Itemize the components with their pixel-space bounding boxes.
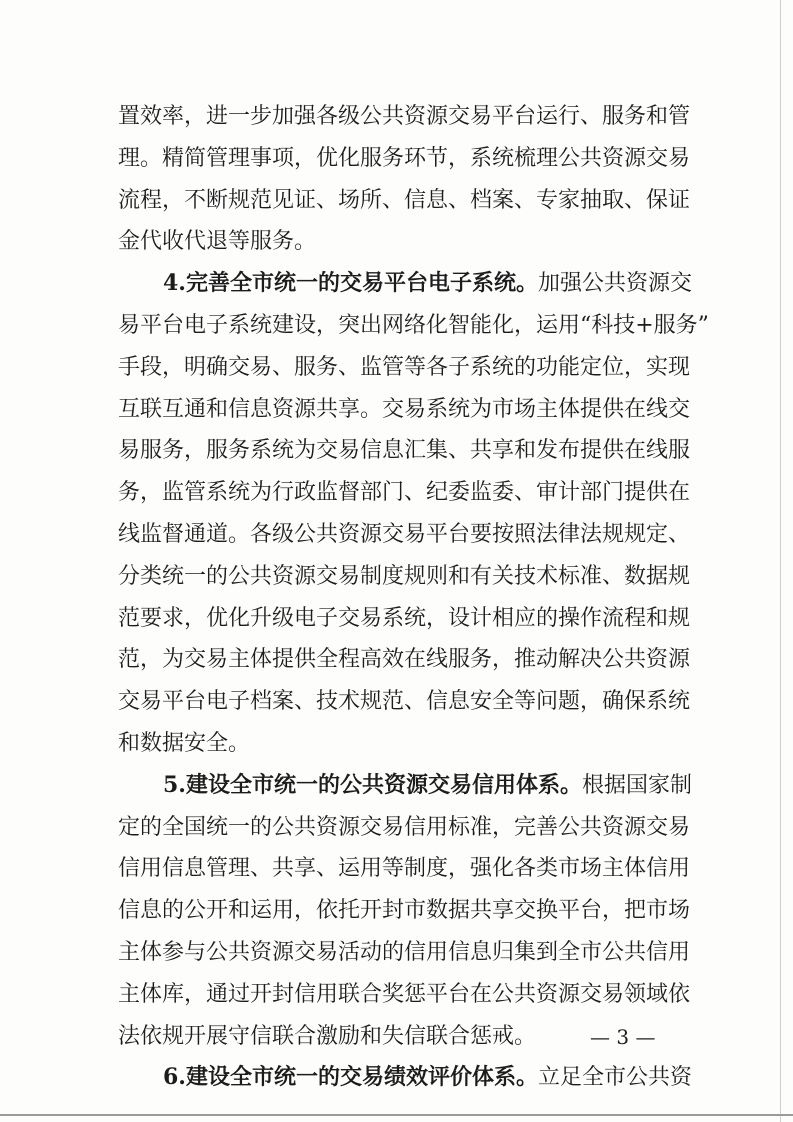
text-line: 主体库，通过开封信用联合奖惩平台在公共资源交易领域依 xyxy=(118,981,691,1007)
text-line: 法依规开展守信联合激励和失信联合惩戒。 xyxy=(118,1023,537,1049)
text-line: 定的全国统一的公共资源交易信用标准，完善公共资源交易 xyxy=(118,814,691,840)
text-line: 金代收代退等服务。 xyxy=(118,229,317,255)
page-edge-right xyxy=(780,0,781,1122)
paragraph-6-first-line xyxy=(118,1057,692,1099)
text-line: 理。精简管理事项，优化服务环节，系统梳理公共资源交易 xyxy=(118,145,691,171)
text-line: 信用信息管理、共享、运用等制度，强化各类市场主体信用 xyxy=(118,856,691,882)
text-line: 流程，不断规范见证、场所、信息、档案、专家抽取、保证 xyxy=(118,187,691,213)
text-line: 线监督通道。各级公共资源交易平台要按照法律法规规定、 xyxy=(118,521,691,547)
text-line: 范要求，优化升级电子交易系统，设计相应的操作流程和规 xyxy=(118,605,691,631)
paragraph-4-first-line xyxy=(118,263,692,305)
text-line: 范，为交易主体提供全程高效在线服务，推动解决公共资源 xyxy=(118,647,691,673)
paragraph-6-heading: 6.建设全市统一的交易绩效评价体系。 xyxy=(163,1064,538,1091)
text-line: 易服务，服务系统为交易信息汇集、共享和发布提供在线服 xyxy=(118,438,691,464)
paragraph-5-first-text: 根据国家制 xyxy=(581,772,692,798)
text-line: 手段，明确交易、服务、监管等各子系统的功能定位，实现 xyxy=(118,354,691,380)
text-line: 交易平台电子档案、技术规范、信息安全等问题，确保系统 xyxy=(118,689,691,715)
text-line: 信息的公开和运用，依托开封市数据共享交换平台，把市场 xyxy=(118,898,691,924)
text-line: 易平台电子系统建设，突出网络化智能化，运用“科技+服务” xyxy=(118,312,709,338)
text-line: 务，监管系统为行政监督部门、纪委监委、审计部门提供在 xyxy=(118,480,691,506)
text-line: 互联互通和信息资源共享。交易系统为市场主体提供在线交 xyxy=(118,396,691,422)
paragraph-4-first-text: 加强公共资源交 xyxy=(537,271,692,297)
text-line: 分类统一的公共资源交易制度规则和有关技术标准、数据规 xyxy=(118,563,691,589)
text-line: 和数据安全。 xyxy=(118,730,251,756)
page-edge-bottom xyxy=(0,1114,793,1116)
body-text xyxy=(118,96,709,1099)
paragraph-4-heading: 4.完善全市统一的交易平台电子系统。 xyxy=(163,270,538,297)
paragraph-5-heading: 5.建设全市统一的公共资源交易信用体系。 xyxy=(163,771,582,798)
text-line: 置效率，进一步加强各级公共资源交易平台运行、服务和管 xyxy=(118,104,691,129)
paragraph-6-first-text: 立足全市公共资 xyxy=(537,1065,692,1091)
paragraph-5-first-line xyxy=(118,765,692,807)
text-line: 主体参与公共资源交易活动的信用信息归集到全市公共信用 xyxy=(118,939,691,965)
page-number: — 3 — xyxy=(590,1025,656,1049)
